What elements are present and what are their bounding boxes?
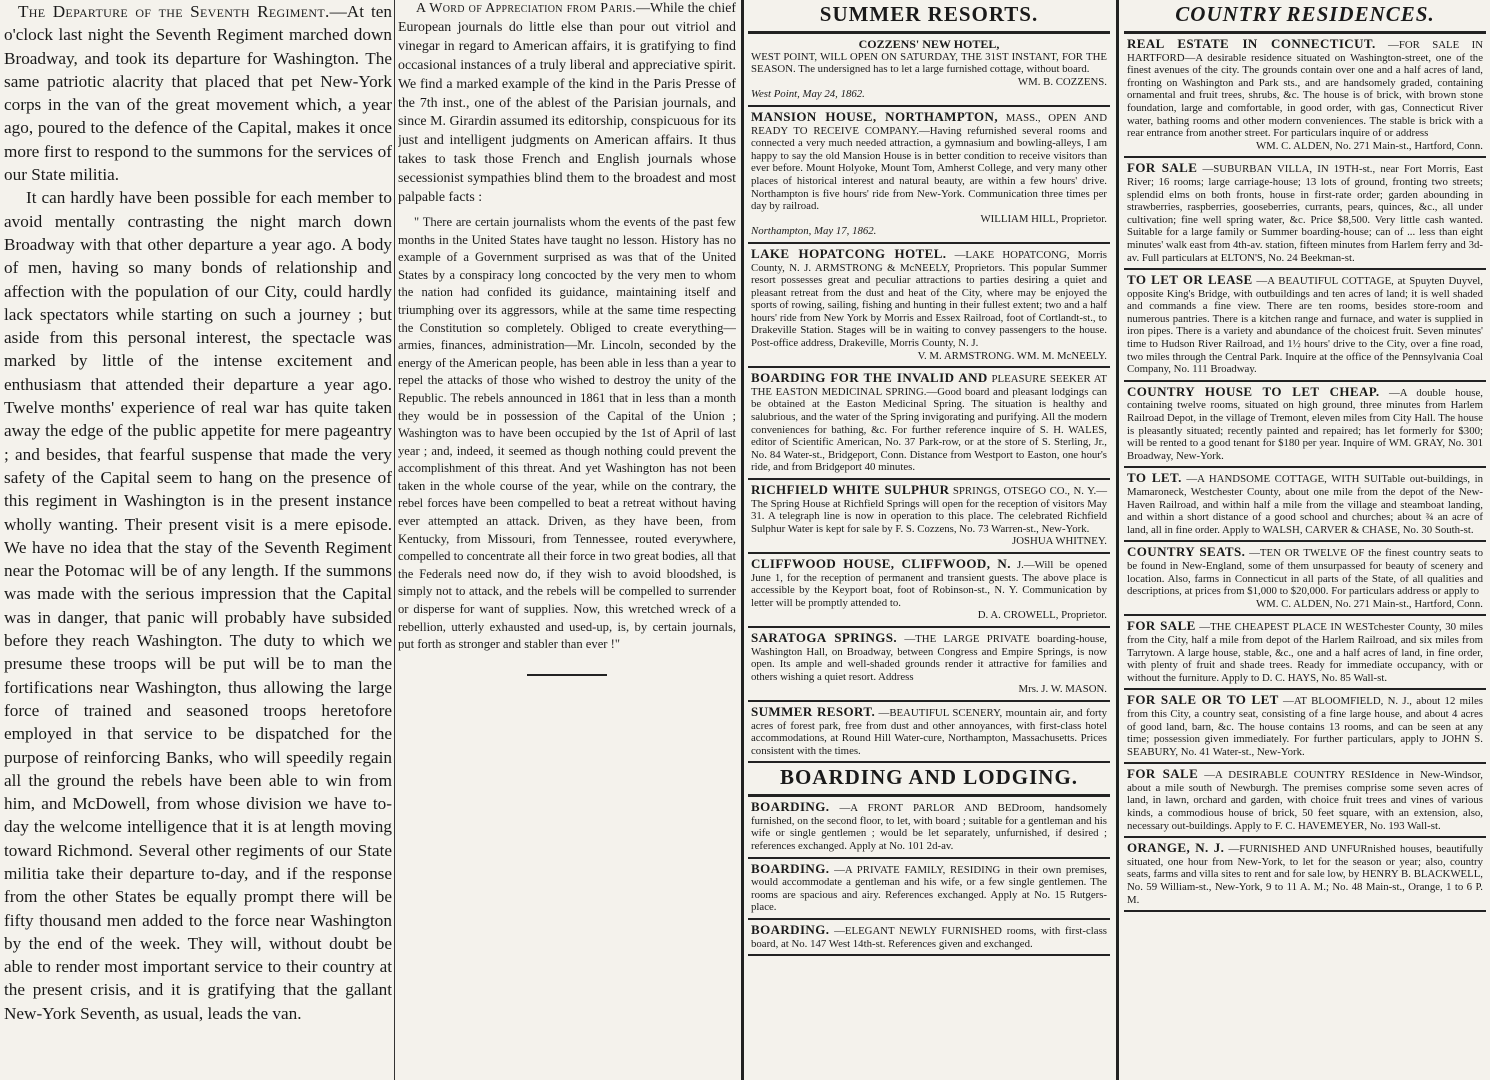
ad-cliffwood: CLIFFWOOD HOUSE, CLIFFWOOD, N. J.—Will be opened June 1, for the reception of permanent and transient guests. The above place is accessible by the Keyport boat, foot of Robinson-st., N. Y. Communication by letter will be promptly attended to. D. A. CROWELL, Proprietor. — [748, 554, 1110, 628]
ad-hartford: REAL ESTATE IN CONNECTICUT. —FOR SALE IN HARTFORD—A desirable residence situated on Washington-street, one of the finest avenues of the city. The grounds contain over one and a half acres of land, fronting on Washington and Park sts., and are handsomely graded, containing ornamental and fruit trees, shrubs, &c. The house is of brick, with brown stone foundation, large and comfortable, in good order, with gas, Connecticut River water, bathing rooms and other modern conveniences. The stable is brick with a rear entrance from another street. For particulars inquire of or address WM. C. ALDEN, No. 271 Main-st., Hartford, Conn. — [1124, 34, 1486, 158]
column-rule — [1116, 0, 1119, 1080]
article-end-rule — [527, 674, 607, 676]
ad-mamaroneck: TO LET. —A HANDSOME COTTAGE, WITH SUITable out-buildings, in Mamaroneck, Westchester County, about one mile from the depot of the New-Haven Railroad, and within half a mile from the village and steamboat landing, and within a short distance of a good school and churches; about ¾ an acre of land, all in fine order. Apply to WALSH, CARVER & CHASE, No. 30 South-st. — [1124, 468, 1486, 542]
summer-resorts-heading: SUMMER RESORTS. — [748, 0, 1110, 34]
column-rule — [741, 0, 744, 1080]
ad-richfield: RICHFIELD WHITE SULPHUR SPRINGS, OTSEGO CO., N. Y.—The Spring House at Richfield Springs will open for the reception of visitors May 31. A telegraph line is now in operation to this place. The celebrated Richfield Sulphur Water is kept for sale by F. S. Cozzens, No. 73 Warren-st., New-York. JOSHUA WHITNEY. — [748, 480, 1110, 554]
ad-easton-spring: BOARDING FOR THE INVALID AND PLEASURE SEEKER AT THE EASTON MEDICINAL SPRING.—Good board and pleasant lodgings can be obtained at the Easton Medicinal Spring. The situation is healthy and salubrious, and the water of the Spring invigorating and purifying. All the modern conveniences for bathing, &c. For further reference inquire of S. H. WALES, editor of Scientific American, No. 37 Park-row, or at the store of S. Sterling, Jr., No. 84 Water-st., Bridgeport, Conn. Distance from Westport to Easton, one hour's ride, and from Bridgeport 40 minutes. — [748, 368, 1110, 480]
article-headline: The Departure of the Seventh Regiment. — [18, 2, 330, 21]
ad-saratoga: SARATOGA SPRINGS. —THE LARGE PRIVATE boarding-house, Washington Hall, on Broadway, between Congress and Empire Springs, is now open. Its ample and well-shaded grounds render it attractive for families and others wishing a quiet resort. Address Mrs. J. W. MASON. — [748, 628, 1110, 702]
paris-article — [398, 0, 736, 1080]
ad-bloomfield: FOR SALE OR TO LET —AT BLOOMFIELD, N. J., about 12 miles from this City, a country seat, consisting of a fine large house, and about 4 acres of good land, barn, &c. The house contains 13 rooms, and can be seen at any time; possession given immediately. For further particulars, apply to JOHN S. SEABURY, No. 41 Water-st., New-York. — [1124, 690, 1486, 764]
ad-orange: ORANGE, N. J. —FURNISHED AND UNFURnished houses, beautifully situated, one hour from New-York, to let for the season or year; also, country seats, farms and villa sites to rent and for sale low, by HENRY B. BLACKWELL, No. 59 William-st., New-York, 9 to 11 A. M.; No. 48 Main-st., Orange, 1 to 6 P. M. — [1124, 838, 1486, 912]
paris-article-paragraph: A Word of Appreciation from Paris.—While the chief European journals do little else than pour out vitriol and vinegar in regard to American affairs, it is gratifying to find occasional instances of a truly liberal and appreciative spirit. We find a marked example of the kind in the Paris Presse of the 7th inst., one of the ablest of the Parisian journals, and since M. Girardin assumed its editorship, conspicuous for its just and intelligent judgments on American affairs. It thus takes to task those French and English journals whose secessionist sympathies blind them to the broadest and most palpable facts : — [398, 1, 736, 206]
ad-lake-hopatcong: LAKE HOPATCONG HOTEL. —LAKE HOPATCONG, Morris County, N. J. ARMSTRONG & McNEELY, Proprietors. This popular Summer resort possesses great and peculiar attractions to parties desiring a quiet and pleasant retreat from the dust and heat of the City, where may be enjoyed the sports of rowing, sailing, fishing and hunting in their fullest extent; two and a half hours' ride from New York by Morris and Essex Railroad, foot of Cortlandt-st., to Drakeville Station. Stages will be in waiting to convey passengers to the house. Post-office address, Drakeville, Morris County, N. J. V. M. ARMSTRONG. WM. M. McNEELY. — [748, 244, 1110, 368]
paris-quote: " There are certain journalists whom the events of the past few months in the United States have taught no lesson. History has no example of a Government surprised as was that of the United States by a conspiracy long concocted by the very men to whom the nation had confided its guidance, maintaining itself and triumphing over its aggressors, while at the same time respecting the Constitution so completely. Obliged to create everything—armies, finances, administration—Mr. Lincoln, seconded by the energy of the American people, has been able in less than a year to repel the attacks of those who wished to destroy the unity of the Republic. The rebels announced in 1861 that in less than a month they would be in possession of the Capital of the Union ; Washington was to have been occupied by the 1st of April of last year ; and, indeed, it seemed as though nothing could prevent the accomplishment of this threat. And yet Washington has not been taken in the whole course of the year, while on the contrary, the rebel forces have been compelled to beat a retreat without having ever attempted an attack. Driven, as they have been, from Kentucky, from Missouri, from Tennessee, routed everywhere, compelled to concentrate all their force in two great bodies, all that the Federals need now do, if they wish to avoid bloodshed, is simply not to attack, and the rebels will be compelled to surrender or disperse for want of supplies. Now, this wretched wreck of a rebellion, utterly exhausted and used-up, is, by certain journals, put forth as stronger and stabler than ever !" — [398, 214, 736, 652]
column-rule — [394, 0, 395, 1080]
country-residences-heading: COUNTRY RESIDENCES. — [1124, 0, 1486, 34]
boarding-heading: BOARDING AND LODGING. — [748, 763, 1110, 797]
ad-cozzens: COZZENS' NEW HOTEL, WEST POINT, WILL OPEN ON SATURDAY, THE 31ST INSTANT, FOR THE SEASON. The undersigned has to let a large furnished cottage, without board. WM. B. COZZENS. West Point, May 24, 1862. — [748, 34, 1110, 107]
ad-boarding-2: BOARDING. —A PRIVATE FAMILY, RESIDING in their own premises, would accommodate a gentleman and his wife, or a few single gentlemen. The rooms are spacious and airy. References exchanged. Apply at No. 15 Rutgers-place. — [748, 859, 1110, 920]
ads-column-country — [1124, 0, 1486, 1080]
ad-country-seats: COUNTRY SEATS. —TEN OR TWELVE OF the finest country seats to be found in New-England, some of them unsurpassed for beauty of scenery and location. Also, farms in Connecticut in all parts of the State, of all qualities and descriptions, at prices from $1,000 to $20,000. For particulars address or apply to WM. C. ALDEN, No. 271 Main-st., Hartford, Conn. — [1124, 542, 1486, 616]
seventh-regiment-article — [4, 0, 392, 1080]
ad-westchester: FOR SALE —THE CHEAPEST PLACE IN WESTchester County, 30 miles from the City, half a mile from depot of the Harlem Railroad, and six miles from Tarrytown. A large house, stable, &c., one and a half acres of land, in fine order, with plenty of fruit and shade trees. Ready for immediate occupancy, with or without the furniture. Apply to D. C. HAYS, No. 85 Wall-st. — [1124, 616, 1486, 690]
ad-tremont: COUNTRY HOUSE TO LET CHEAP. —A double house, containing twelve rooms, situated on high ground, three minutes from Harlem Railroad Depot, in the village of Tremont, eleven miles from City Hall. The house is pleasantly situated; recently painted and repaired; has let formerly for $300; will be rented to a good tenant for $180 per year. Inquire of WM. GRAY, No. 301 Broadway, New-York. — [1124, 382, 1486, 469]
article-paragraph-2: It can hardly have been possible for each member to avoid mentally contrasting the night march down Broadway with that other departure a year ago. A body of men, having so many bonds of relationship and affection with the population of our City, could hardly lack spectators while starting on such a journey ; but aside from this personal interest, the spectacle was marked by little of the intense excitement and enthusiasm that attended their departure a year ago. Twelve months' experience of real war has quite taken away the edge of the public appetite for mere pageantry ; and besides, that fearful suspense that made the very safety of the Capital seem to hang on the presence of this regiment in Washington is in the present instance wholly wanting. Their present visit is a mere episode. We have no idea that the stay of the Seventh Regiment near the Potomac will be of any length. If the summons was made with the serious impression that the Capital was in danger, that panic will probably have subsided before they reach Washington. The duty to which we presume these troops will be put will be to man the fortifications near Washington, thus allowing the large force of trained and seasoned troops heretofore employed in that service to be dispatched for the purpose of reinforcing Banks, who will speedily regain all the ground the rebels have been able to win from him, and McDowell, from whose division we have to-day the welcome intelligence that it is at length moving toward Richmond. Several other regiments of our State militia take their departure to-day, and if the response from the other States be equally prompt there will be fifty thousand men added to the force near Washington by the end of the week. They will, without doubt be able to render most important service to their country at the present crisis, and it is gratifying that the gallant New-York Seventh, as usual, leads the van. — [4, 188, 392, 1023]
ad-suburban-villa: FOR SALE —SUBURBAN VILLA, IN 19TH-st., near Fort Morris, East River; 16 rooms; large carriage-house; 13 lots of ground, fronting two streets; splendid elms on both fronts, house in first-rate order; garden abounding in strawberries, raspberries, gooseberries, currants, pears, quinces, &c., all under cultivation; fine well spring water, &c. Price $8,500. Very little cash wanted. Suitable for a large family or Summer boarding-house; can of ... less than eight minutes' walk east from 4th-av. station, fifteen minutes from Harlem ferry and 3d-av. Full particulars at ELTON'S, No. 24 Beekman-st. — [1124, 158, 1486, 270]
ad-spuyten-duyvel: TO LET OR LEASE —A BEAUTIFUL COTTAGE, at Spuyten Duyvel, opposite King's Bridge, with outbuildings and ten acres of land; it is well shaded and commands a fine view. There are ten rooms, besides store-room and numerous pantries. There is a kitchen range and furnace, and water is supplied in iron pipes. There is a variety and abundance of the choicest fruit. Seven minutes' time to Hudson River Railroad, and 1½ hours' drive to the City, over a fine road, two miles through the Central Park. Inquire at the office of the Pennsylvania Coal Company, No. 111 Broadway. — [1124, 270, 1486, 382]
ad-boarding-1: BOARDING. —A FRONT PARLOR AND BEDroom, handsomely furnished, on the second floor, to let, with board ; suitable for a gentleman and his wife or single gentlemen ; would be let separately, unfurnished, if desired ; references exchanged. Apply at No. 101 2d-av. — [748, 797, 1110, 858]
paris-article-headline: A Word of Appreciation from Paris. — [416, 1, 637, 16]
article-paragraph-1: The Departure of the Seventh Regiment.—At ten o'clock last night the Seventh Regiment marched down Broadway, and took its departure for Washington. The same patriotic alacrity that placed that pet New-York corps in the van of the great movement which, a year ago, poured to the defence of the Capital, makes it once more first to respond to the summons for the services of our State militia. — [4, 2, 392, 185]
ad-new-windsor: FOR SALE —A DESIRABLE COUNTRY RESIdence in New-Windsor, about a mile south of Newburgh. The premises comprise some seven acres of land, in lawn, orchard and garden, with choice fruit trees and vines of various kinds, a commodious house of brick, 50 feet square, with an extension, also, necessary out-buildings. Apply to F. C. HAVEMEYER, No. 193 Wall-st. — [1124, 764, 1486, 838]
ad-boarding-3: BOARDING. —ELEGANT NEWLY FURNISHED rooms, with first-class board, at No. 147 West 14th-st. References given and exchanged. — [748, 920, 1110, 956]
ads-column-summer — [748, 0, 1110, 1080]
ad-summer-resort: SUMMER RESORT. —BEAUTIFUL SCENERY, mountain air, and forty acres of forest park, free from dust and other annoyances, with first-class hotel accommodations, at Round Hill Water-cure, Northampton, Massachusetts. Prices consistent with the times. — [748, 702, 1110, 763]
ad-mansion-house: MANSION HOUSE, NORTHAMPTON, MASS., OPEN AND READY TO RECEIVE COMPANY.—Having refurnished several rooms and connected a very much needed attraction, a gymnasium and bowling-alleys, I am happy to say the old Mansion House is in better condition to receive visitors than ever before. Mount Holyoke, Mount Tom, Amherst College, and very many other places of historical interest and natural beauty, are within a few hours' drive. Northampton is five hours' ride from New-York. Communication three times per day by railroad. WILLIAM HILL, Proprietor. Northampton, May 17, 1862. — [748, 107, 1110, 244]
